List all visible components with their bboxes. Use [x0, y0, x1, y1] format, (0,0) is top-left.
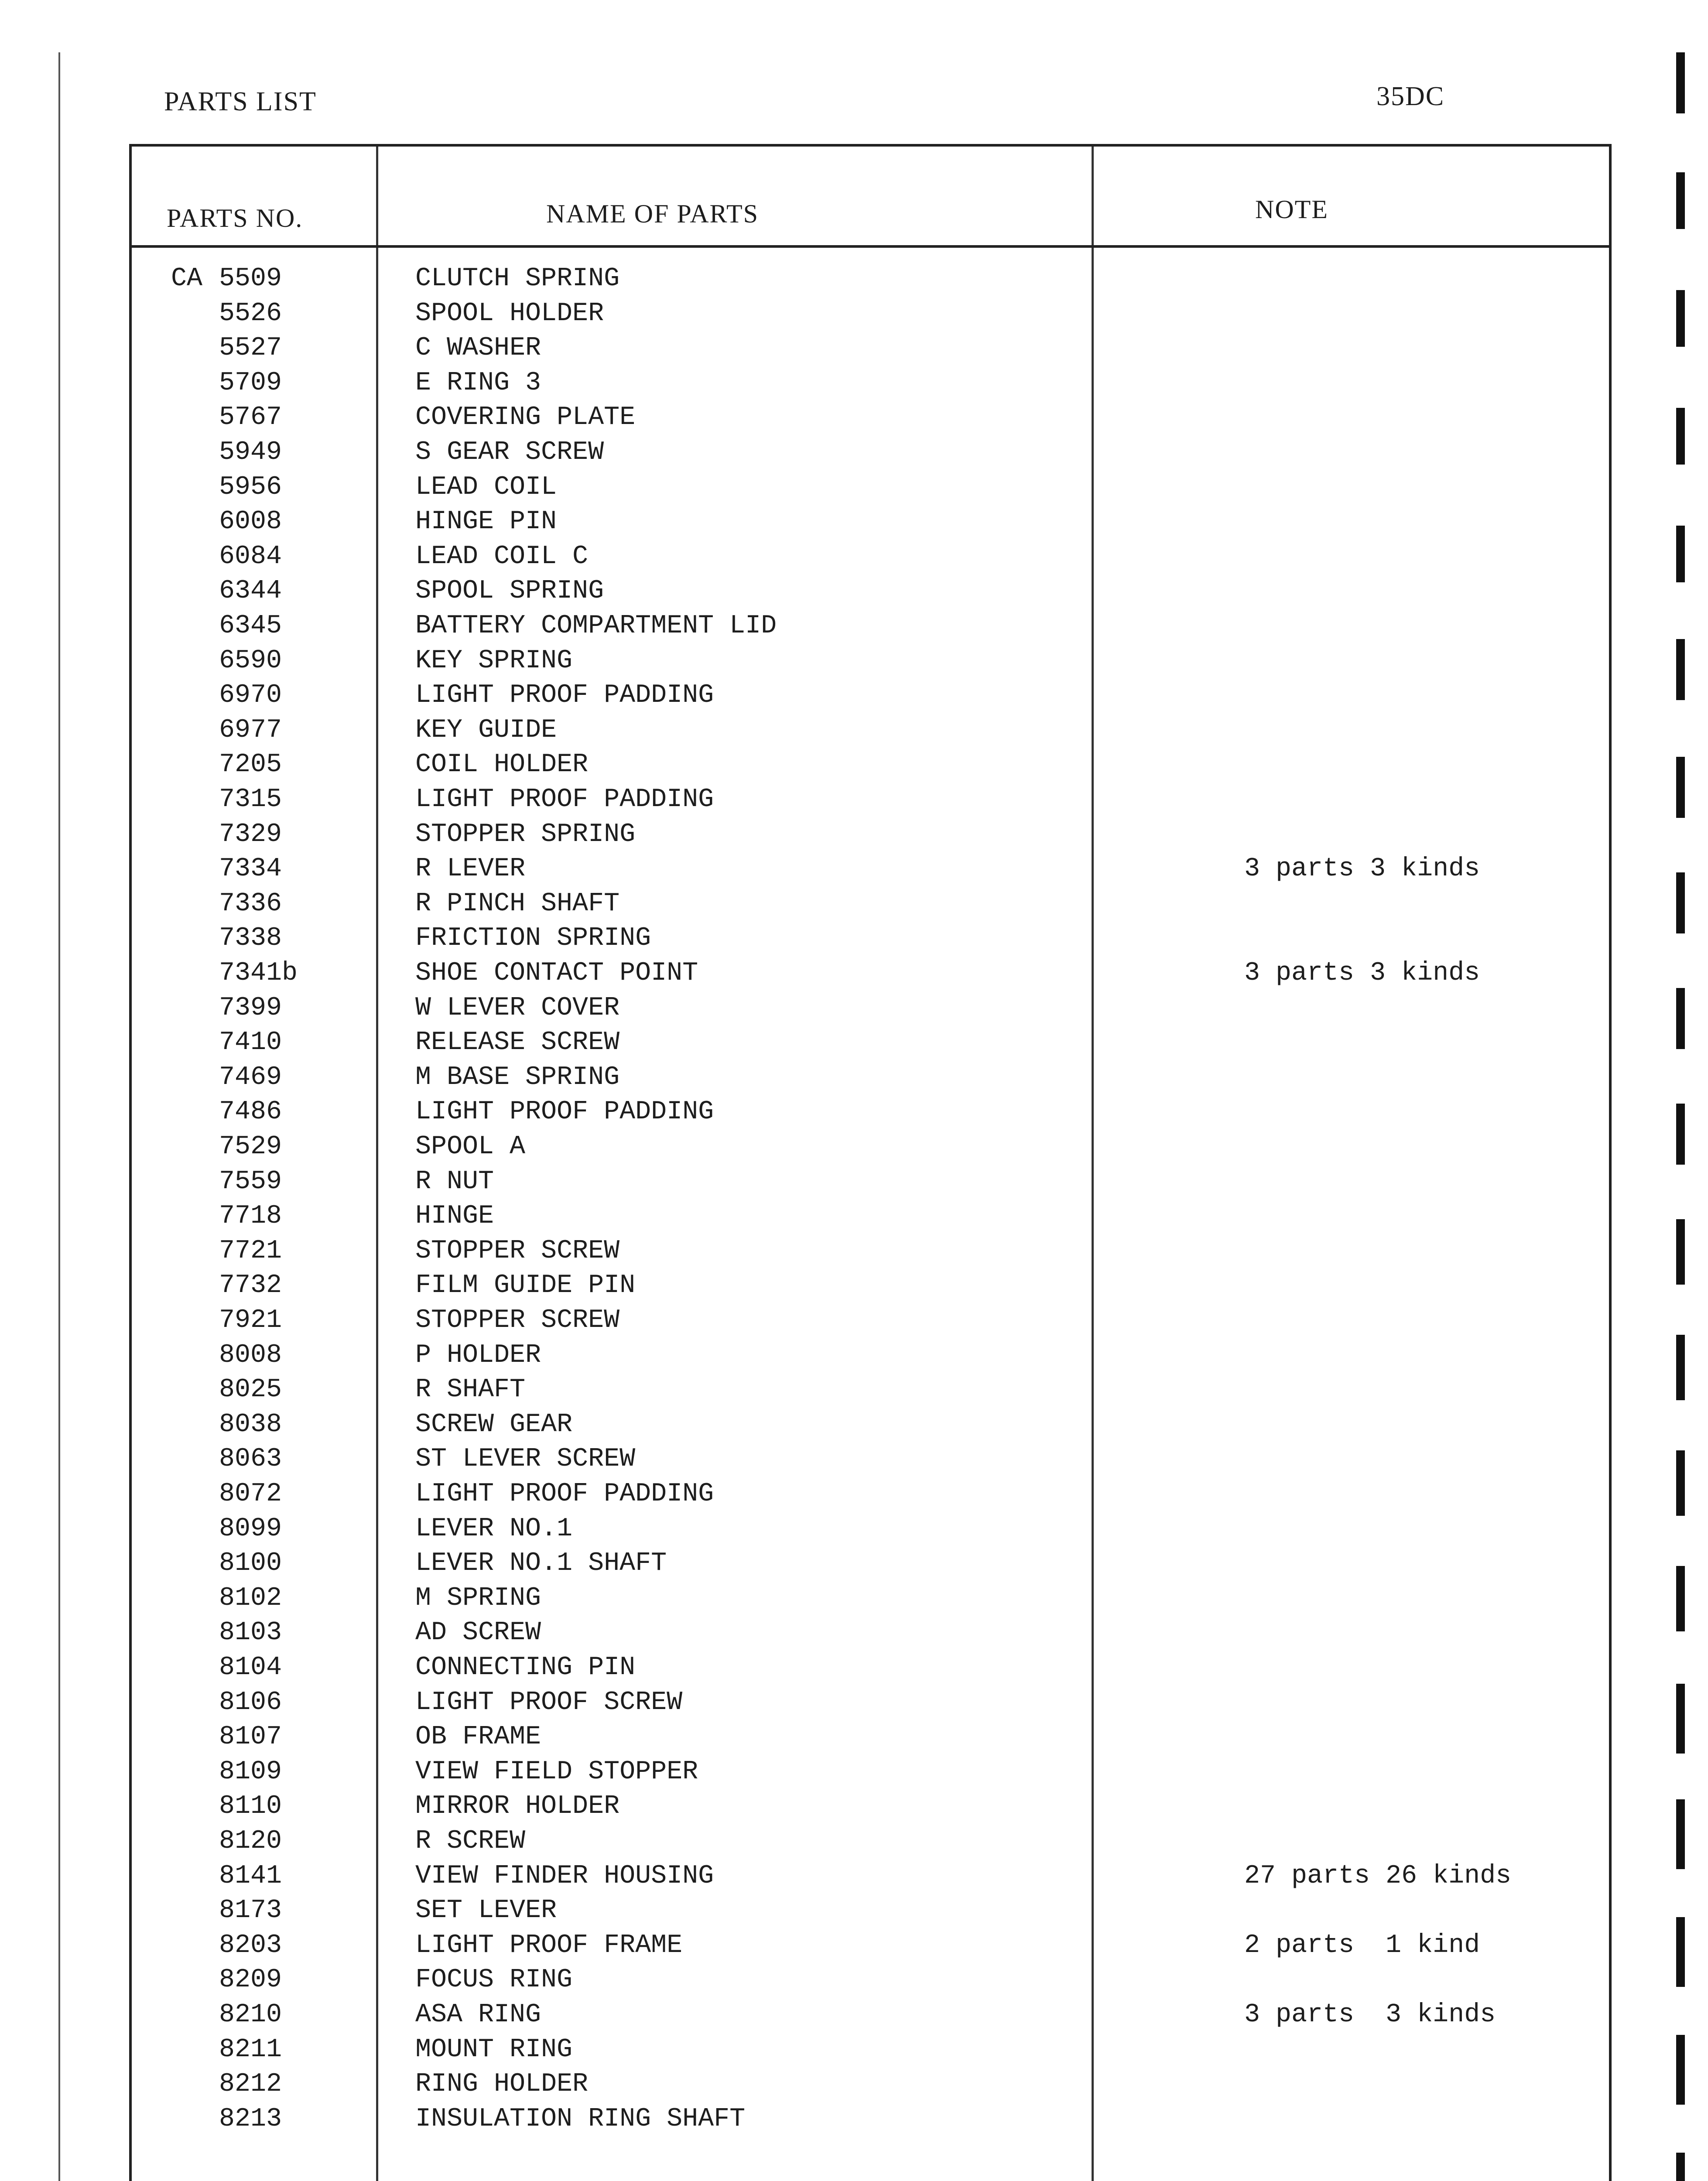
- part-number: 7721: [219, 1236, 282, 1266]
- table-row: [132, 852, 1609, 886]
- binding-mark: [1676, 290, 1685, 347]
- part-number: 7334: [219, 854, 282, 884]
- part-name-cell: SCREW GEAR: [415, 1409, 573, 1439]
- part-name-cell: LIGHT PROOF SCREW: [415, 1687, 683, 1717]
- part-name-cell: R NUT: [415, 1166, 494, 1196]
- part-number: 8211: [219, 2034, 282, 2065]
- part-name-cell: P HOLDER: [415, 1340, 541, 1370]
- part-number: 8038: [219, 1409, 282, 1439]
- table-row: [132, 1894, 1609, 1928]
- table-row: [132, 1998, 1609, 2032]
- table-row: [132, 1165, 1609, 1199]
- part-number: 8100: [219, 1549, 282, 1579]
- table-row: [132, 1373, 1609, 1407]
- part-number: 6344: [219, 576, 282, 606]
- part-number: 7559: [219, 1166, 282, 1196]
- binding-mark: [1676, 1104, 1685, 1165]
- part-number: 7410: [219, 1028, 282, 1058]
- part-note-cell: 3 parts 3 kinds: [1244, 958, 1480, 988]
- part-name-cell: BATTERY COMPARTMENT LID: [415, 611, 777, 641]
- binding-mark: [1676, 872, 1685, 933]
- table-row: [132, 1338, 1609, 1373]
- part-number: 7732: [219, 1271, 282, 1301]
- part-number: 5709: [219, 368, 282, 398]
- binding-mark: [1676, 526, 1685, 582]
- part-number: 7205: [219, 750, 282, 780]
- part-name-cell: HINGE PIN: [415, 507, 557, 537]
- part-name-cell: LIGHT PROOF PADDING: [415, 785, 714, 814]
- table-row: [132, 1546, 1609, 1581]
- part-number: 8213: [219, 2104, 282, 2134]
- part-name-cell: LIGHT PROOF PADDING: [415, 680, 714, 711]
- part-number: 8120: [219, 1826, 282, 1856]
- table-row: [132, 1963, 1609, 1997]
- part-name-cell: ST LEVER SCREW: [415, 1444, 636, 1474]
- part-number: 6008: [219, 507, 282, 537]
- part-number: 8104: [219, 1653, 282, 1682]
- table-row: [132, 956, 1609, 991]
- part-number: 8173: [219, 1896, 282, 1926]
- part-name-cell: FOCUS RING: [415, 1965, 573, 1995]
- part-name-cell: W LEVER COVER: [415, 993, 620, 1023]
- table-row: [132, 1581, 1609, 1616]
- table-row: [132, 1060, 1609, 1095]
- table-row: [132, 2102, 1609, 2137]
- part-name-cell: RING HOLDER: [415, 2069, 589, 2099]
- table-row: [132, 783, 1609, 817]
- table-row: [132, 644, 1609, 678]
- table-row: [132, 1408, 1609, 1442]
- part-number: 5949: [219, 438, 282, 467]
- part-number: 5509: [219, 264, 282, 294]
- part-name-cell: VIEW FINDER HOUSING: [415, 1861, 714, 1891]
- part-name-cell: OB FRAME: [415, 1722, 541, 1752]
- part-name-cell: INSULATION RING SHAFT: [415, 2104, 746, 2134]
- table-row: [132, 991, 1609, 1026]
- table-header: [132, 147, 1609, 248]
- part-number: 8103: [219, 1618, 282, 1648]
- table-row: [132, 1824, 1609, 1859]
- binding-mark: [1676, 2035, 1685, 2105]
- table-row: [132, 366, 1609, 400]
- table-row: [132, 574, 1609, 608]
- table-row: [132, 609, 1609, 643]
- part-number: 8072: [219, 1479, 282, 1509]
- part-note-cell: 3 parts 3 kinds: [1244, 2000, 1496, 2030]
- binding-margin-line: [58, 52, 60, 2181]
- table-row: [132, 1651, 1609, 1685]
- table-row: [132, 540, 1609, 574]
- part-number: 8063: [219, 1444, 282, 1474]
- table-row: [132, 1026, 1609, 1060]
- binding-mark: [1676, 1450, 1685, 1516]
- part-note-cell: 2 parts 1 kind: [1244, 1930, 1480, 1960]
- table-row: [132, 678, 1609, 713]
- table-row: [132, 1303, 1609, 1338]
- binding-mark: [1676, 639, 1685, 700]
- table-row: [132, 331, 1609, 366]
- binding-mark: [1676, 1684, 1685, 1754]
- table-row: [132, 2033, 1609, 2067]
- table-row: [132, 1442, 1609, 1477]
- part-name-cell: FILM GUIDE PIN: [415, 1271, 636, 1301]
- part-number: 7329: [219, 819, 282, 849]
- part-number: 7469: [219, 1062, 282, 1092]
- part-name-cell: VIEW FIELD STOPPER: [415, 1757, 698, 1787]
- part-name-cell: LEAD COIL: [415, 472, 557, 502]
- part-number: 7718: [219, 1201, 282, 1231]
- table-row: [132, 1789, 1609, 1824]
- part-number: 7529: [219, 1132, 282, 1162]
- part-prefix: CA: [171, 264, 203, 294]
- part-name-cell: R PINCH SHAFT: [415, 889, 620, 919]
- header-parts-no: PARTS NO.: [167, 204, 303, 232]
- part-name-cell: R SCREW: [415, 1826, 526, 1856]
- part-name-cell: LEVER NO.1 SHAFT: [415, 1549, 667, 1579]
- part-name-cell: C WASHER: [415, 333, 541, 363]
- table-row: [132, 1720, 1609, 1754]
- part-number: 8210: [219, 2000, 282, 2030]
- part-number: 7399: [219, 993, 282, 1023]
- table-row: [132, 817, 1609, 852]
- part-name-cell: LIGHT PROOF PADDING: [415, 1097, 714, 1127]
- table-row: [132, 1685, 1609, 1720]
- part-note-cell: 3 parts 3 kinds: [1244, 854, 1480, 884]
- part-name-cell: SPOOL HOLDER: [415, 298, 604, 328]
- part-number: 8110: [219, 1791, 282, 1822]
- part-name-cell: SET LEVER: [415, 1896, 557, 1926]
- part-name-cell: LIGHT PROOF PADDING: [415, 1479, 714, 1509]
- part-number: 8212: [219, 2069, 282, 2099]
- binding-mark: [1676, 408, 1685, 465]
- table-row: [132, 1199, 1609, 1234]
- part-name-cell: S GEAR SCREW: [415, 438, 604, 467]
- header-note: NOTE: [1255, 195, 1328, 224]
- part-number: 5527: [219, 333, 282, 363]
- part-name-cell: LIGHT PROOF FRAME: [415, 1930, 683, 1960]
- part-number: 6590: [219, 646, 282, 676]
- part-name-cell: R LEVER: [415, 854, 526, 884]
- table-row: [132, 400, 1609, 435]
- table-row: [132, 713, 1609, 748]
- part-name-cell: ASA RING: [415, 2000, 541, 2030]
- part-number: 5526: [219, 298, 282, 328]
- table-row: [132, 470, 1609, 505]
- table-row: [132, 748, 1609, 782]
- part-name-cell: STOPPER SCREW: [415, 1236, 620, 1266]
- part-number: 5767: [219, 403, 282, 433]
- part-number: 8203: [219, 1930, 282, 1960]
- table-row: [132, 1755, 1609, 1789]
- parts-table: [129, 144, 1612, 2181]
- part-name-cell: LEAD COIL C: [415, 541, 589, 571]
- part-number: 8141: [219, 1861, 282, 1891]
- part-number: 8107: [219, 1722, 282, 1752]
- part-name-cell: HINGE: [415, 1201, 494, 1231]
- part-number: 6084: [219, 541, 282, 571]
- part-name-cell: MIRROR HOLDER: [415, 1791, 620, 1822]
- part-number: 6970: [219, 680, 282, 711]
- part-name-cell: R SHAFT: [415, 1375, 526, 1405]
- part-number: 7921: [219, 1306, 282, 1335]
- part-name-cell: SHOE CONTACT POINT: [415, 958, 698, 988]
- part-number: 7336: [219, 889, 282, 919]
- part-number: 5956: [219, 472, 282, 502]
- part-number: 6977: [219, 715, 282, 745]
- part-name-cell: E RING 3: [415, 368, 541, 398]
- part-number: 7486: [219, 1097, 282, 1127]
- part-name-cell: KEY SPRING: [415, 646, 573, 676]
- part-number: 7338: [219, 923, 282, 954]
- binding-mark: [1676, 1799, 1685, 1869]
- part-name-cell: STOPPER SCREW: [415, 1306, 620, 1335]
- binding-mark: [1676, 172, 1685, 229]
- table-row: [132, 1512, 1609, 1546]
- part-name-cell: CLUTCH SPRING: [415, 264, 620, 294]
- part-number: 8099: [219, 1514, 282, 1544]
- table-row: [132, 435, 1609, 470]
- table-row: [132, 1234, 1609, 1268]
- part-number: 8008: [219, 1340, 282, 1370]
- table-row: [132, 1616, 1609, 1650]
- part-name-cell: MOUNT RING: [415, 2034, 573, 2065]
- part-number: 8109: [219, 1757, 282, 1787]
- part-name-cell: CONNECTING PIN: [415, 1653, 636, 1682]
- part-note-cell: 27 parts 26 kinds: [1244, 1861, 1512, 1891]
- binding-mark: [1676, 52, 1685, 113]
- table-row: [132, 1477, 1609, 1511]
- table-row: [132, 887, 1609, 921]
- binding-mark: [1676, 1219, 1685, 1285]
- table-row: [132, 505, 1609, 539]
- part-number: 8209: [219, 1965, 282, 1995]
- table-row: [132, 1859, 1609, 1894]
- table-row: [132, 262, 1609, 296]
- part-name-cell: COIL HOLDER: [415, 750, 589, 780]
- part-name-cell: LEVER NO.1: [415, 1514, 573, 1544]
- part-number: 8025: [219, 1375, 282, 1405]
- part-number: 8106: [219, 1687, 282, 1717]
- part-name-cell: M SPRING: [415, 1583, 541, 1613]
- part-number: 8102: [219, 1583, 282, 1613]
- table-row: [132, 1928, 1609, 1963]
- binding-mark: [1676, 1917, 1685, 1987]
- table-row: [132, 297, 1609, 331]
- binding-mark: [1676, 1566, 1685, 1631]
- part-number: 7315: [219, 785, 282, 814]
- table-row: [132, 921, 1609, 956]
- part-name-cell: FRICTION SPRING: [415, 923, 651, 954]
- binding-mark: [1676, 988, 1685, 1049]
- table-row: [132, 1268, 1609, 1303]
- part-number: 7341b: [219, 958, 298, 988]
- part-number: 6345: [219, 611, 282, 641]
- table-row: [132, 1130, 1609, 1164]
- binding-mark: [1676, 1335, 1685, 1400]
- table-row: [132, 2067, 1609, 2102]
- part-name-cell: SPOOL A: [415, 1132, 526, 1162]
- part-name-cell: SPOOL SPRING: [415, 576, 604, 606]
- part-name-cell: RELEASE SCREW: [415, 1028, 620, 1058]
- part-name-cell: STOPPER SPRING: [415, 819, 636, 849]
- part-name-cell: AD SCREW: [415, 1618, 541, 1648]
- part-name-cell: M BASE SPRING: [415, 1062, 620, 1092]
- page-title: PARTS LIST: [164, 87, 317, 116]
- binding-mark: [1676, 757, 1685, 818]
- header-name-of-parts: NAME OF PARTS: [546, 199, 759, 228]
- part-name-cell: KEY GUIDE: [415, 715, 557, 745]
- table-row: [132, 1095, 1609, 1129]
- model-label: 35DC: [1376, 82, 1445, 111]
- part-name-cell: COVERING PLATE: [415, 403, 636, 433]
- binding-mark: [1676, 2153, 1685, 2181]
